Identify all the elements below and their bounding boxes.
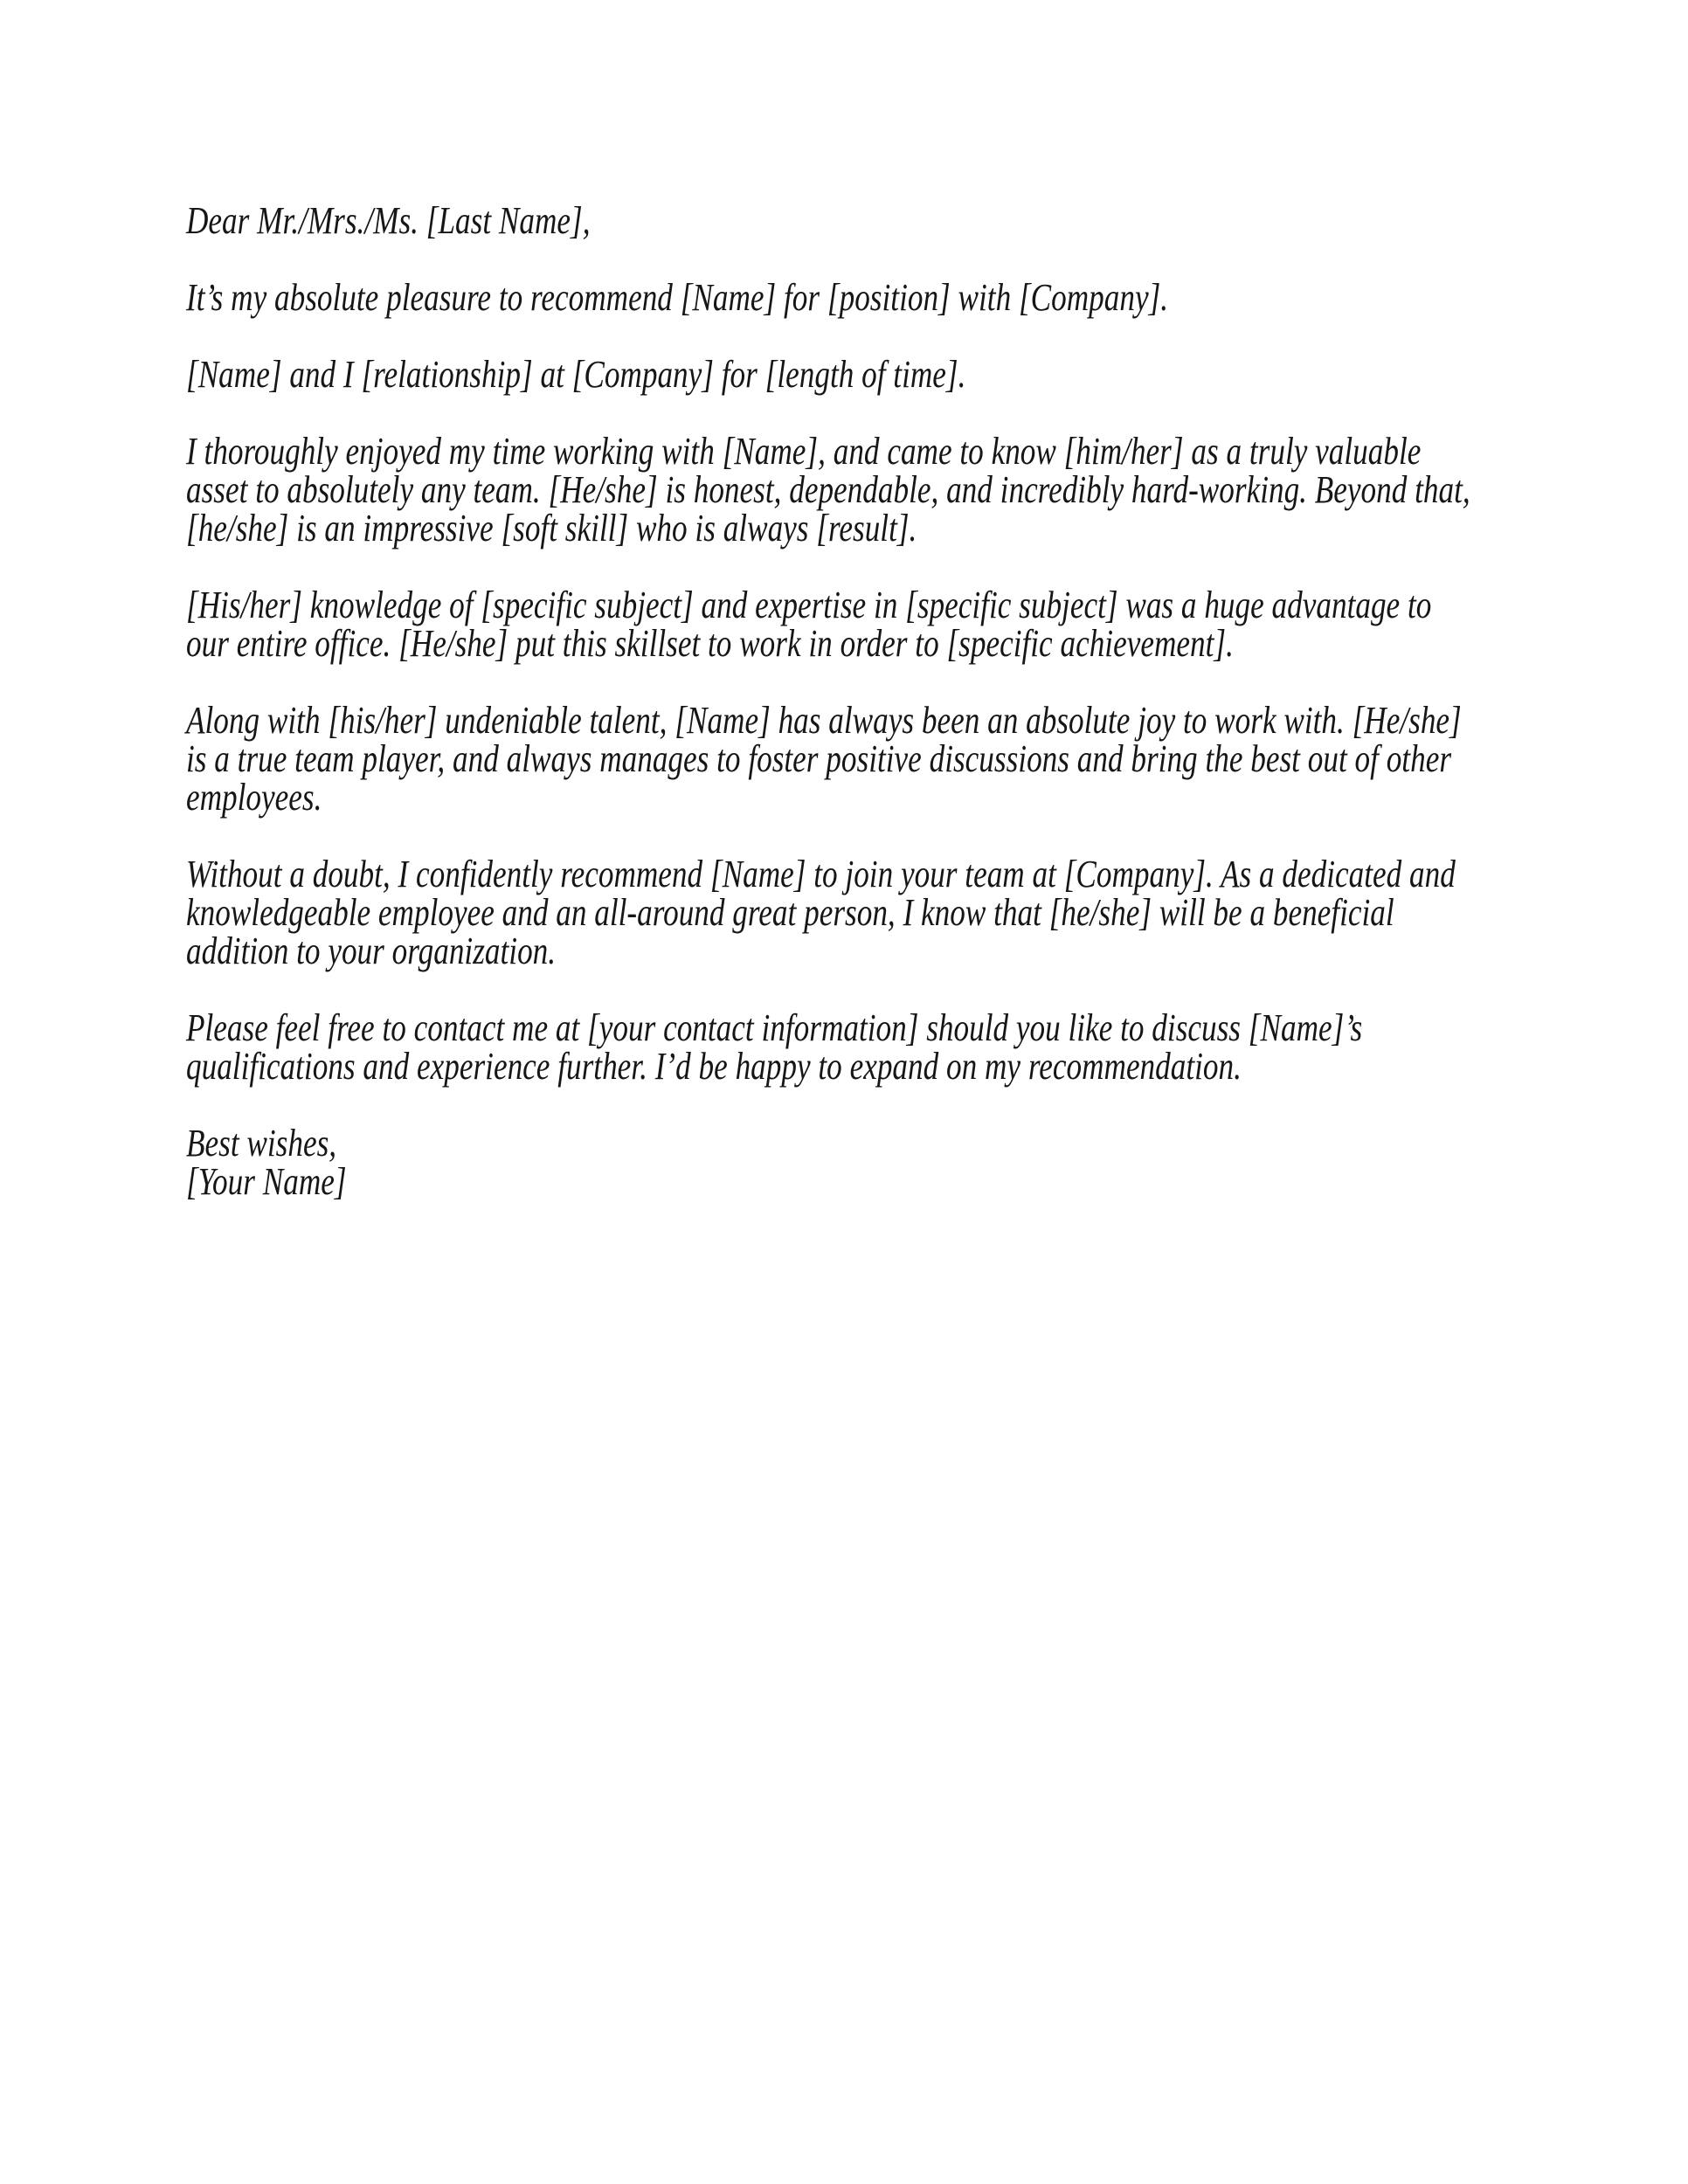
letter-salutation: Dear Mr./Mrs./Ms. [Last Name], bbox=[186, 199, 591, 242]
letter-paragraph-expertise: [His/her] knowledge of [specific subject] and expertise in [specific subject] was a huge advantage to our entire office. [He/she] put this skillset to work in order to [specific achievement]. bbox=[186, 584, 1432, 665]
letter-paragraph-qualities: I thoroughly enjoyed my time working with [Name], and came to know [him/her] as a truly valuable asset to absolutely any team. [He/she] is honest, dependable, and incredibly hard-working. Beyond that, [he/she] is an impressive [soft skill] who is always [result]. bbox=[186, 430, 1470, 549]
letter-paragraph-endorsement: Without a doubt, I confidently recommend [Name] to join your team at [Company]. As a dedicated and knowledgeable employee and an all-around great person, I know that [he/she] will be a beneficial addition to your organization. bbox=[186, 853, 1456, 972]
letter-signature-name: [Your Name] bbox=[186, 1160, 347, 1203]
letter-paragraph-relationship: [Name] and I [relationship] at [Company] for [length of time]. bbox=[186, 353, 966, 396]
letter-paragraph-intro: It’s my absolute pleasure to recommend [Name] for [position] with [Company]. bbox=[186, 276, 1169, 319]
letter-paragraph-contact: Please feel free to contact me at [your contact information] should you like to discuss [Name]’s qualifications and experience further. I’d be happy to expand on my recommendation. bbox=[186, 1006, 1363, 1088]
letter-closing-block bbox=[186, 1124, 1474, 1201]
letter-paragraph-teamwork: Along with [his/her] undeniable talent, [Name] has always been an absolute joy to work with. [He/she] is a true team player, and always manages to foster positive discussions and bring the best out of other employees. bbox=[186, 699, 1462, 819]
letter-closing: Best wishes, bbox=[186, 1122, 337, 1165]
letter-body bbox=[186, 199, 1474, 1203]
